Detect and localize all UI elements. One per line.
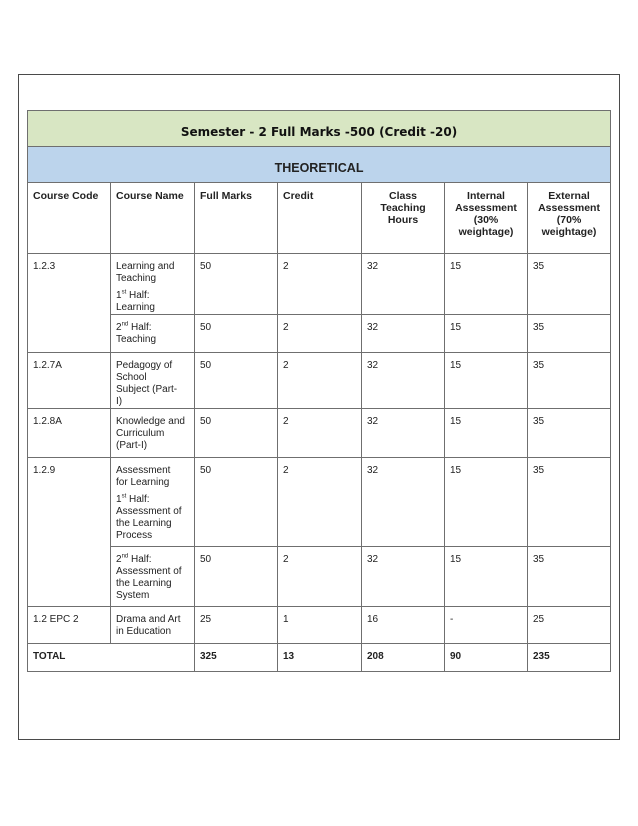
cell-external: 35 <box>528 254 611 315</box>
cell-course-name <box>111 315 195 353</box>
header-full-marks: Full Marks <box>195 183 278 254</box>
cell-course-name: Drama and Art in Education <box>111 607 195 644</box>
total-credit: 13 <box>278 644 362 672</box>
sub-text: Half: Assessment of the Learning Process <box>116 494 182 541</box>
total-internal: 90 <box>445 644 528 672</box>
cell-internal: 15 <box>445 315 528 353</box>
header-credit: Credit <box>278 183 362 254</box>
cell-full-marks: 25 <box>195 607 278 644</box>
header-course-code: Course Code <box>28 183 111 254</box>
cell-hours: 32 <box>362 315 445 353</box>
header-external-assessment: External Assessment (70% weightage) <box>528 183 611 254</box>
cell-course-code: 1.2.3 <box>28 254 111 353</box>
cell-hours: 32 <box>362 458 445 547</box>
cell-external: 35 <box>528 409 611 458</box>
sub-text: Half: Teaching <box>116 322 157 345</box>
cell-internal: 15 <box>445 547 528 607</box>
cell-external: 25 <box>528 607 611 644</box>
cell-credit: 2 <box>278 547 362 607</box>
table-row <box>28 547 611 607</box>
cell-full-marks: 50 <box>195 547 278 607</box>
cell-hours: 32 <box>362 547 445 607</box>
sub-ordinal: st <box>121 289 127 296</box>
course-sub-part <box>116 290 189 314</box>
section-heading: THEORETICAL <box>28 147 611 183</box>
cell-full-marks: 50 <box>195 458 278 547</box>
cell-internal: 15 <box>445 409 528 458</box>
table-title: Semester - 2 Full Marks -500 (Credit -20) <box>28 111 611 147</box>
cell-internal: - <box>445 607 528 644</box>
cell-credit: 2 <box>278 254 362 315</box>
cell-external: 35 <box>528 547 611 607</box>
cell-course-name <box>111 458 195 547</box>
course-name-text: Learning and Teaching <box>116 261 175 284</box>
cell-credit: 2 <box>278 315 362 353</box>
cell-credit: 2 <box>278 458 362 547</box>
cell-internal: 15 <box>445 458 528 547</box>
sub-num: 2 <box>116 322 122 333</box>
cell-full-marks: 50 <box>195 409 278 458</box>
table-row <box>28 458 611 547</box>
sub-num: 2 <box>116 554 122 565</box>
header-course-name: Course Name <box>111 183 195 254</box>
cell-internal: 15 <box>445 254 528 315</box>
table-row <box>28 353 611 409</box>
table-row <box>28 315 611 353</box>
cell-full-marks: 50 <box>195 353 278 409</box>
cell-external: 35 <box>528 315 611 353</box>
cell-full-marks: 50 <box>195 315 278 353</box>
cell-hours: 32 <box>362 353 445 409</box>
sub-text: Half: Assessment of the Learning System <box>116 554 182 601</box>
table-row <box>28 409 611 458</box>
cell-external: 35 <box>528 458 611 547</box>
cell-course-code: 1.2.7A <box>28 353 111 409</box>
total-external: 235 <box>528 644 611 672</box>
cell-course-name: Pedagogy of School Subject (Part-I) <box>111 353 195 409</box>
cell-full-marks: 50 <box>195 254 278 315</box>
cell-course-code: 1.2.9 <box>28 458 111 607</box>
cell-hours: 16 <box>362 607 445 644</box>
cell-course-name: Knowledge and Curriculum (Part-I) <box>111 409 195 458</box>
sub-ordinal: nd <box>121 553 129 560</box>
cell-course-name <box>111 547 195 607</box>
table-row <box>28 607 611 644</box>
header-class-hours: Class Teaching Hours <box>362 183 445 254</box>
cell-external: 35 <box>528 353 611 409</box>
total-full-marks: 325 <box>195 644 278 672</box>
cell-hours: 32 <box>362 254 445 315</box>
cell-course-name <box>111 254 195 315</box>
sub-text: Half: Learning <box>116 290 155 313</box>
cell-course-code: 1.2.8A <box>28 409 111 458</box>
cell-credit: 1 <box>278 607 362 644</box>
cell-credit: 2 <box>278 409 362 458</box>
header-internal-assessment: Internal Assessment (30% weightage) <box>445 183 528 254</box>
table-row <box>28 254 611 315</box>
course-name-text: Assessment for Learning <box>116 465 171 488</box>
sub-num: 1 <box>116 290 122 301</box>
cell-hours: 32 <box>362 409 445 458</box>
cell-course-code: 1.2 EPC 2 <box>28 607 111 644</box>
header-row <box>28 183 611 254</box>
sub-num: 1 <box>116 494 122 505</box>
total-label: TOTAL <box>28 644 195 672</box>
sub-ordinal: st <box>121 493 127 500</box>
total-row <box>28 644 611 672</box>
course-sub-part <box>116 494 182 542</box>
cell-internal: 15 <box>445 353 528 409</box>
total-hours: 208 <box>362 644 445 672</box>
semester-table <box>27 110 611 672</box>
cell-credit: 2 <box>278 353 362 409</box>
sub-ordinal: nd <box>121 321 129 328</box>
